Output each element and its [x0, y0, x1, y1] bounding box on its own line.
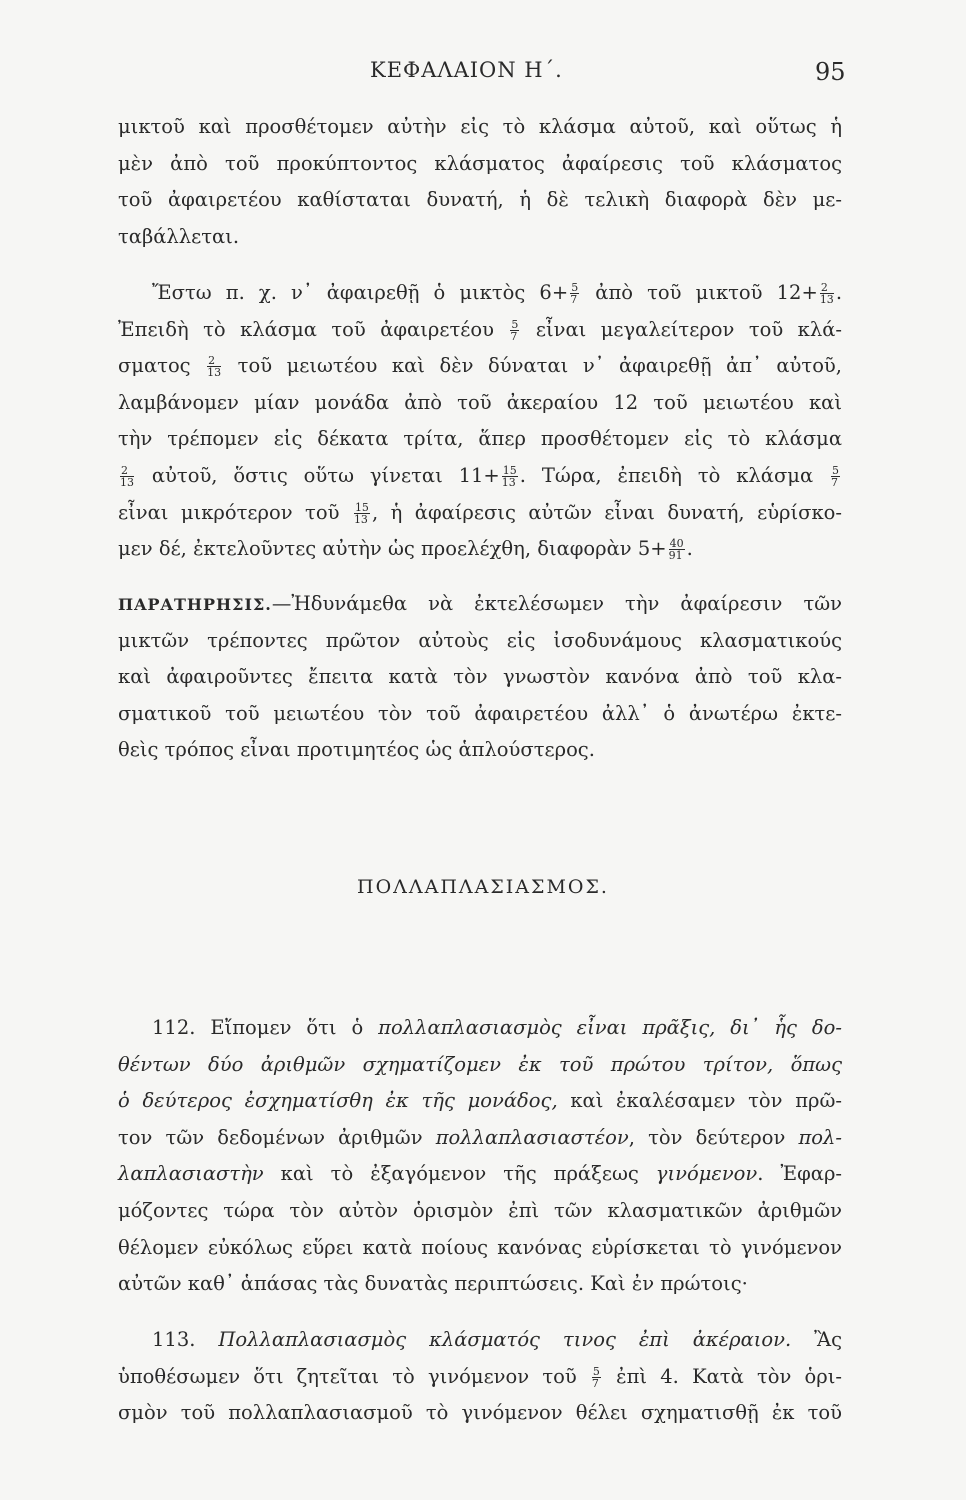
fraction: $\frac{5}{7}$ — [510, 317, 519, 343]
text-line: τὴν τρέπομεν εἰς δέκατα τρίτα, ἅπερ προσθέτομεν εἰς τὸ κλάσμα — [118, 427, 842, 451]
text-line: ταβάλλεται. — [118, 224, 240, 248]
observation-label: ΠΑΡΑΤΗΡΗΣΙΣ. — [118, 595, 272, 614]
paragraph-112 — [118, 1010, 842, 1303]
text-line: λαμβάνομεν μίαν μονάδα ἀπὸ τοῦ ἀκεραίου 12 τοῦ μειωτέου καὶ — [118, 390, 842, 414]
paragraph-example — [118, 275, 842, 568]
text-line: τον τῶν δεδομένων ἀριθμῶν πολλαπλασιαστέον, τὸν δεύτερον πολ- — [118, 1125, 842, 1149]
text-line: σματος $\frac{2}{13}$ τοῦ μειωτέου καὶ δὲν δύναται ν᾽ ἀφαιρεθῇ ἀπ᾽ αὐτοῦ, — [118, 354, 842, 380]
section-title: ΠΟΛΛΑΠΛΑΣΙΑΣΜΟΣ. — [357, 876, 609, 898]
fraction: $\frac{5}{7}$ — [831, 463, 840, 489]
fraction: $\frac{2}{13}$ — [120, 463, 134, 489]
fraction: $\frac{15}{13}$ — [501, 463, 517, 489]
paragraph-113 — [118, 1322, 842, 1432]
paragraph-continuation — [118, 109, 842, 255]
text-line: ΠΑΡΑΤΗΡΗΣΙΣ.—Ἠδυνάμεθα νὰ ἐκτελέσωμεν τὴν ἀφαίρεσιν τῶν — [118, 592, 842, 615]
fraction: $\frac{40}{91}$ — [668, 537, 684, 563]
text-line: 113. Πολλαπλασιασμὸς κλάσματός τινος ἐπὶ ἀκέραιον. Ἂς — [152, 1328, 842, 1351]
text-line: θεὶς τρόπος εἶναι προτιμητέος ὡς ἁπλούστερος. — [118, 738, 595, 762]
text-line: εἶναι μικρότερον τοῦ $\frac{15}{13}$ , ἡ ἀφαίρεσις αὐτῶν εἶναι δυνατή, εὑρίσκο- — [118, 500, 842, 526]
fraction: $\frac{2}{13}$ — [207, 354, 222, 380]
text-line: μὲν ἀπὸ τοῦ προκύπτοντος κλάσματος ἀφαίρεσις τοῦ κλάσματος — [118, 151, 842, 175]
text-line: μόζοντες τώρα τὸν αὐτὸν ὁρισμὸν ἐπὶ τῶν κλασματικῶν ἀριθμῶν — [118, 1198, 842, 1222]
fraction: $\frac{5}{7}$ — [570, 281, 579, 306]
fraction: $\frac{5}{7}$ — [591, 1364, 600, 1390]
chapter-title: ΚΕΦΑΛΑΙΟΝ Η΄. — [370, 58, 563, 82]
page-number: 95 — [815, 58, 846, 86]
text-line: Ἐπειδὴ τὸ κλάσμα τοῦ ἀφαιρετέου $\frac{5}{7}$ εἶναι μεγαλείτερον τοῦ κλά- — [118, 317, 842, 343]
text-line: μικτοῦ καὶ προσθέτομεν αὐτὴν εἰς τὸ κλάσμα αὐτοῦ, καὶ οὕτως ἡ — [118, 115, 842, 138]
fraction: $\frac{2}{13}$ — [819, 281, 834, 306]
text-line: Ἔστω π. χ. ν᾽ ἀφαιρεθῇ ὁ μικτὸς 6+ $\frac{5}{7}$ ἀπὸ τοῦ μικτοῦ 12+ $\frac{2}{13}$ . — [152, 281, 843, 306]
text-line: καὶ ἀφαιροῦντες ἔπειτα κατὰ τὸν γνωστὸν κανόνα ἀπὸ τοῦ κλα- — [118, 665, 842, 689]
text-line: μικτῶν τρέποντες πρῶτον αὐτοὺς εἰς ἰσοδυνάμους κλασματικούς — [118, 628, 842, 652]
text-line: 112. Εἴπομεν ὅτι ὁ πολλαπλασιασμὸς εἶναι πρᾶξις, δι᾽ ἧς δο- — [152, 1016, 842, 1039]
text-line: θέλομεν εὐκόλως εὕρει κατὰ ποίους κανόνας εὑρίσκεται τὸ γινόμενον — [118, 1235, 842, 1259]
text-line: θέντων δύο ἀριθμῶν σχηματίζομεν ἐκ τοῦ πρώτου τρίτον, ὅπως — [118, 1052, 842, 1076]
text-line: σματικοῦ τοῦ μειωτέου τὸν τοῦ ἀφαιρετέου ἀλλ᾽ ὁ ἀνωτέρω ἐκτε- — [118, 701, 842, 725]
text-line: μεν δέ, ἐκτελοῦντες αὐτὴν ὡς προελέχθη, διαφορὰν 5+ $\frac{40}{91}$ . — [118, 537, 693, 563]
text-line: αὐτῶν καθ᾽ ἁπάσας τὰς δυνατὰς περιπτώσεις. Καὶ ἐν πρώτοις· — [118, 1272, 748, 1296]
running-head — [0, 58, 966, 94]
fraction: $\frac{15}{13}$ — [353, 500, 369, 526]
text-line: ὁ δεύτερος ἐσχηματίσθη ἐκ τῆς μονάδος, καὶ ἐκαλέσαμεν τὸν πρῶ- — [118, 1089, 842, 1113]
text-line: ὑποθέσωμεν ὅτι ζητεῖται τὸ γινόμενον τοῦ $\frac{5}{7}$ ἐπὶ 4. Κατὰ τὸν ὁρι- — [118, 1364, 842, 1390]
text-line: λαπλασιαστὴν καὶ τὸ ἐξαγόμενον τῆς πράξεως γινόμενον. Ἐφαρ- — [118, 1162, 843, 1186]
text-line: σμὸν τοῦ πολλαπλασιασμοῦ τὸ γινόμενον θέλει σχηματισθῇ ἐκ τοῦ — [118, 1401, 842, 1425]
text-line: $\frac{2}{13}$ αὐτοῦ, ὅστις οὕτω γίνεται 11+ $\frac{15}{13}$ . Τώρα, ἐπειδὴ τὸ κλάσμα $\frac{5}{7}$ — [120, 463, 840, 489]
text-line: τοῦ ἀφαιρετέου καθίσταται δυνατή, ἡ δὲ τελικὴ διαφορὰ δὲν με- — [118, 188, 842, 212]
paragraph-observation — [118, 586, 842, 769]
